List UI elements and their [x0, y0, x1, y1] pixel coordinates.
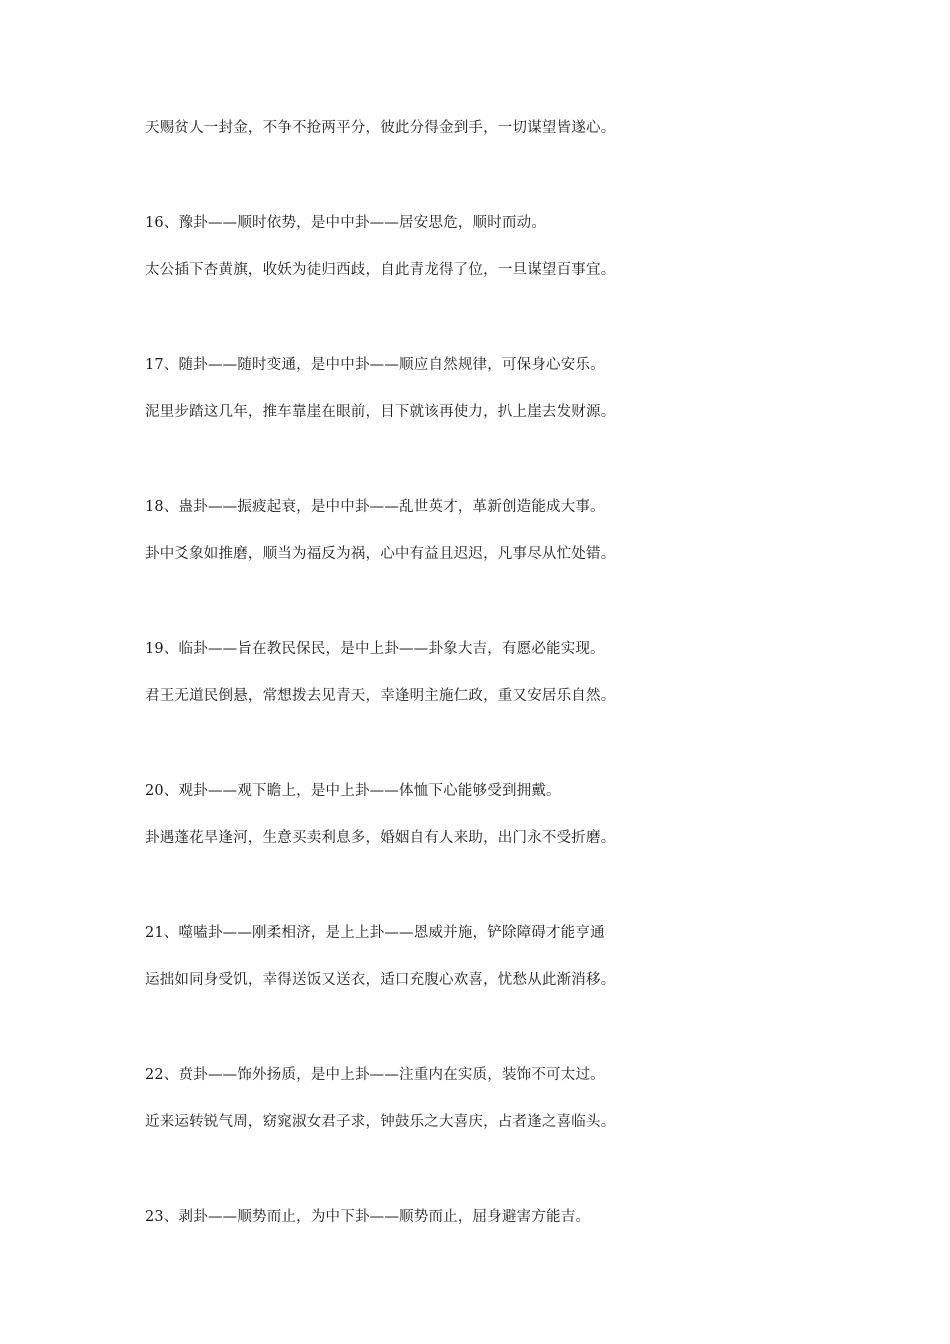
- entry-heading: 18、蛊卦——振疲起衰，是中中卦——乱世英才，革新创造能成大事。: [145, 499, 605, 515]
- entry-heading: 17、随卦——随时变通，是中中卦——顺应自然规律，可保身心安乐。: [145, 357, 605, 373]
- entry-verse: 卦遇蓬花旱逢河，生意买卖利息多，婚姻自有人来助，出门永不受折磨。: [145, 830, 616, 846]
- entry-verse: 太公插下杏黄旗，收妖为徒归西歧，自此青龙得了位，一旦谋望百事宜。: [145, 262, 616, 278]
- entry-verse: 运拙如同身受饥，幸得送饭又送衣，适口充腹心欢喜，忧愁从此渐消移。: [145, 972, 616, 988]
- entry-heading: 21、噬嗑卦——刚柔相济，是上上卦——恩威并施，铲除障碍才能亨通: [145, 925, 605, 941]
- entry-verse: 泥里步踏这几年，推车靠崖在眼前，目下就该再使力，扒上崖去发财源。: [145, 404, 616, 420]
- entry-heading: 20、观卦——观下瞻上，是中上卦——体恤下心能够受到拥戴。: [145, 783, 561, 799]
- intro-verse: 天赐贫人一封金，不争不抢两平分，彼此分得金到手，一切谋望皆遂心。: [145, 120, 616, 136]
- entry-heading: 19、临卦——旨在教民保民，是中上卦——卦象大吉，有愿必能实现。: [145, 641, 605, 657]
- entry-verse: 卦中爻象如推磨，顺当为福反为祸，心中有益且迟迟，凡事尽从忙处错。: [145, 546, 616, 562]
- entry-verse: 近来运转锐气周，窈窕淑女君子求，钟鼓乐之大喜庆，占者逢之喜临头。: [145, 1114, 616, 1130]
- entry-heading: 23、剥卦——顺势而止，为中下卦——顺势而止，屈身避害方能吉。: [145, 1209, 591, 1225]
- entry-heading: 22、贲卦——饰外扬质，是中上卦——注重内在实质，装饰不可太过。: [145, 1067, 605, 1083]
- entry-verse: 君王无道民倒悬，常想拨去见青天，幸逢明主施仁政，重又安居乐自然。: [145, 688, 616, 704]
- entry-heading: 16、豫卦——顺时依势，是中中卦——居安思危，顺时而动。: [145, 215, 547, 231]
